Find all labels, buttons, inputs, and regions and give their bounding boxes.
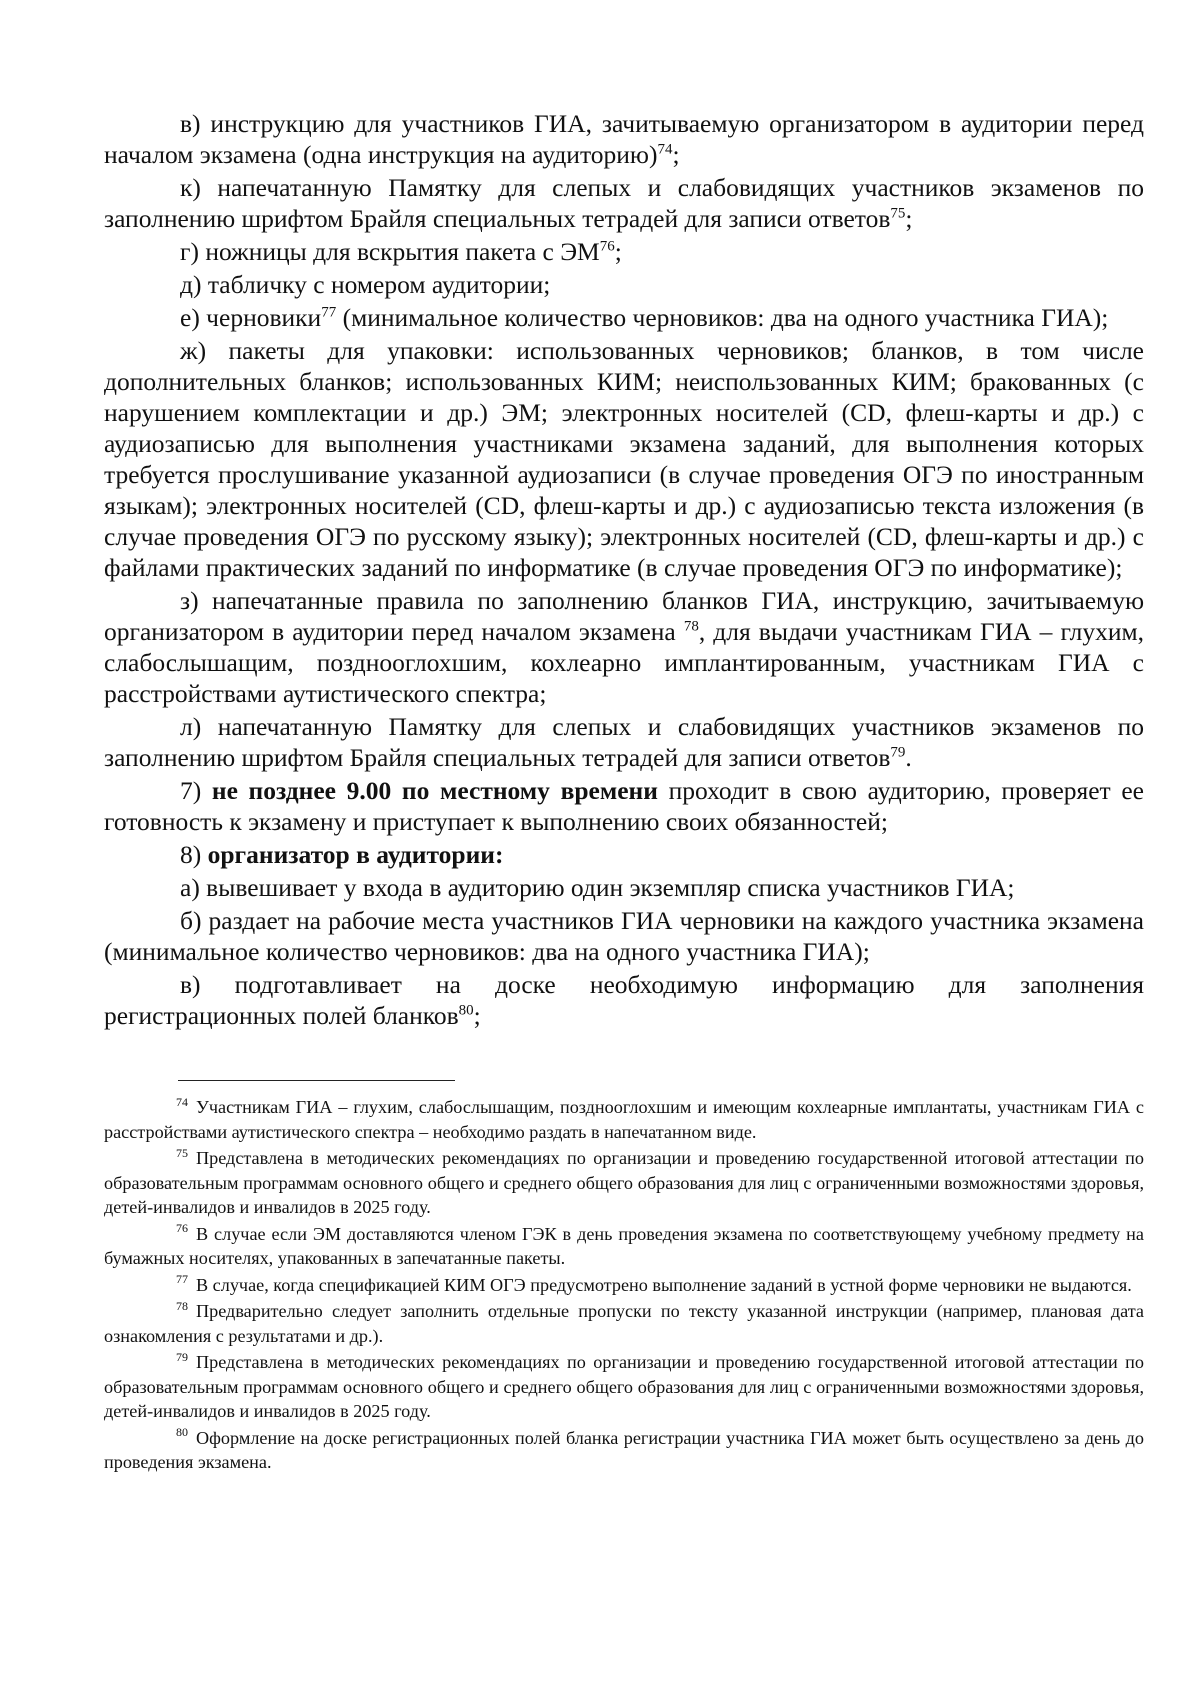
footnote-number: 79 [176,1349,188,1364]
paragraph-b-drafts: б) раздает на рабочие места участников ГИА черновики на каждого участника экзамена (минимальное количество черновиков: два на одного участника ГИА); [104,906,1144,966]
footnote-74: $^{74}$ Участникам ГИА – глухим, слабослышащим, позднооглохшим и имеющим кохлеарные имплантаты, участникам ГИА с расстройствами аутистического спектра – необходимо раздать в напечатанном виде. [104,1094,1144,1142]
footnote-number: 78 [176,1298,188,1313]
footnote-ref-74: 74 [657,141,673,158]
paragraph-g-scissors: г) ножницы для вскрытия пакета с ЭМ$^{76}$; [180,237,622,266]
paragraph-d-room-sign: д) табличку с номером аудитории; [180,270,551,299]
footnote-ref-78: 78 [683,618,699,635]
paragraph-k-braille-memo: к) напечатанную Памятку для слепых и слабовидящих участников экзаменов по заполнению шрифтом Брайля специальных тетрадей для записи ответов$^{75}$; [104,173,1144,233]
paragraph-zh-packages: ж) пакеты для упаковки: использованных черновиков; бланков, в том числе дополнительных бланков; использованных КИМ; неиспользованных КИМ; бракованных (с нарушением комплектации и др.) ЭМ; электронных носителей (CD, флеш-карты и др.) с аудиозаписью для выполнения участниками экзамена заданий, для выполнения которых требуется прослушивание указанной аудиозаписи (в случае проведения ОГЭ по иностранным языкам); электронных носителей (CD, флеш-карты и др.) с аудиозаписью текста изложения (в случае проведения ОГЭ по русскому языку); электронных носителей (CD, флеш-карты и др.) с файлами практических заданий по информатике (в случае проведения ОГЭ по информатике); [104,336,1144,582]
main-text [104,108,1144,1031]
footnote-ref-76: 76 [599,238,615,255]
footnote-76: $^{76}$ В случае если ЭМ доставляются членом ГЭК в день проведения экзамена по соответствующему учебному предмету на бумажных носителях, упакованных в запечатанные пакеты. [104,1221,1144,1268]
footnotes [104,1095,1144,1477]
footnote-separator [178,1080,455,1081]
footnote-75: $^{75}$ Представлена в методических рекомендациях по организации и проведению государственной итоговой аттестации по образовательным программам основного общего и среднего общего образования для лиц с ограниченными возможностями здоровья, детей-инвалидов и инвалидов в 2025 году. [104,1145,1144,1217]
paragraph-v-board: в) подготавливает на доске необходимую информацию для заполнения регистрационных полей бланков$^{80}$; [104,970,1144,1030]
footnote-number: 75 [176,1145,188,1160]
footnote-ref-79: 79 [890,744,906,761]
footnote-ref-77: 77 [321,304,337,321]
footnote-number: 76 [176,1221,188,1236]
paragraph-l-braille-memo: л) напечатанную Памятку для слепых и слабовидящих участников экзаменов по заполнению шрифтом Брайля специальных тетрадей для записи ответов$^{79}$. [104,712,1144,772]
footnote-80: $^{80}$ Оформление на доске регистрационных полей бланка регистрации участника ГИА может быть осуществлено за день до проведения экзамена. [104,1425,1144,1472]
paragraph-8-organizer: 8) организатор в аудитории: [180,840,504,869]
paragraph-v-instruction: в) инструкцию для участников ГИА, зачитываемую организатором в аудитории перед началом экзамена (одна инструкция на аудиторию)$^{74}$; [104,109,1144,169]
footnote-78: $^{78}$ Предварительно следует заполнить отдельные пропуски по тексту указанной инструкции (например, плановая дата ознакомления с результатами и др.). [104,1298,1144,1346]
footnote-ref-80: 80 [458,1002,474,1019]
paragraph-7-arrival: 7) не позднее 9.00 по местному времени проходит в свою аудиторию, проверяет ее готовность к экзамену и приступает к выполнению своих обязанностей; [104,776,1144,836]
paragraph-e-drafts: е) черновики$^{77}$ (минимальное количество черновиков: два на одного участника ГИА); [180,303,1109,332]
paragraph-z-printed-rules: з) напечатанные правила по заполнению бланков ГИА, инструкцию, зачитываемую организатором в аудитории перед началом экзамена $^{78}$, для выдачи участникам ГИА – глухим, слабослышащим, позднооглохшим, кохлеарно имплантированным, участникам ГИА с расстройствами аутистического спектра; [104,586,1144,708]
bold-organizer-heading: организатор в аудитории: [207,840,504,869]
footnote-number: 74 [176,1094,188,1109]
footnote-77: $^{77}$ В случае, когда спецификацией КИМ ОГЭ предусмотрено выполнение заданий в устной форме черновики не выдаются. [176,1272,1132,1295]
bold-deadline: не позднее 9.00 по местному времени [211,776,658,805]
footnote-number: 77 [176,1272,188,1287]
footnote-number: 80 [176,1425,188,1440]
footnote-ref-75: 75 [890,205,906,222]
paragraph-a-list: а) вывешивает у входа в аудиторию один экземпляр списка участников ГИА; [180,873,1015,902]
footnote-79: $^{79}$ Представлена в методических рекомендациях по организации и проведению государственной итоговой аттестации по образовательным программам основного общего и среднего общего образования для лиц с ограниченными возможностями здоровья, детей-инвалидов и инвалидов в 2025 году. [104,1349,1144,1421]
